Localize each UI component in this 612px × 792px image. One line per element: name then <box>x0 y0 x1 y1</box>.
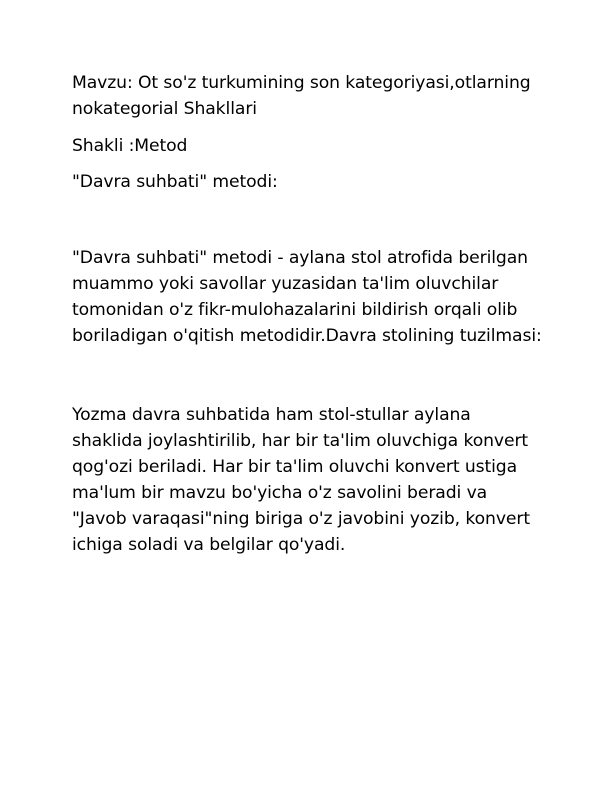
definition-paragraph: "Davra suhbati" metodi - aylana stol atrofida berilgan muammo yoki savollar yuzasidan ta'lim oluvchilar tomonidan o'z fikr-mulohazalarini bildirish orqali olib boriladigan o'qitish metodidir.Davra stolining tuzilmasi: <box>72 248 542 346</box>
topic-heading: Mavzu: Ot so'z turkumining son kategoriyasi,otlarning nokategorial Shakllari <box>72 73 531 119</box>
written-discussion-paragraph: Yozma davra suhbatida ham stol-stullar aylana shaklida joylashtirilib, har bir ta'lim oluvchiga konvert qog'ozi beriladi. Har bir ta'lim oluvchi konvert ustiga ma'lum bir mavzu bo'yicha o'z savolini beradi va "Javob varaqasi"ning biriga o'z javobini yozib, konvert ichiga soladi va belgilar qo'yadi. <box>72 405 530 555</box>
form-line: Shakli :Metod <box>72 136 188 156</box>
method-title: "Davra suhbati" metodi: <box>72 172 278 192</box>
document-body <box>72 70 542 558</box>
